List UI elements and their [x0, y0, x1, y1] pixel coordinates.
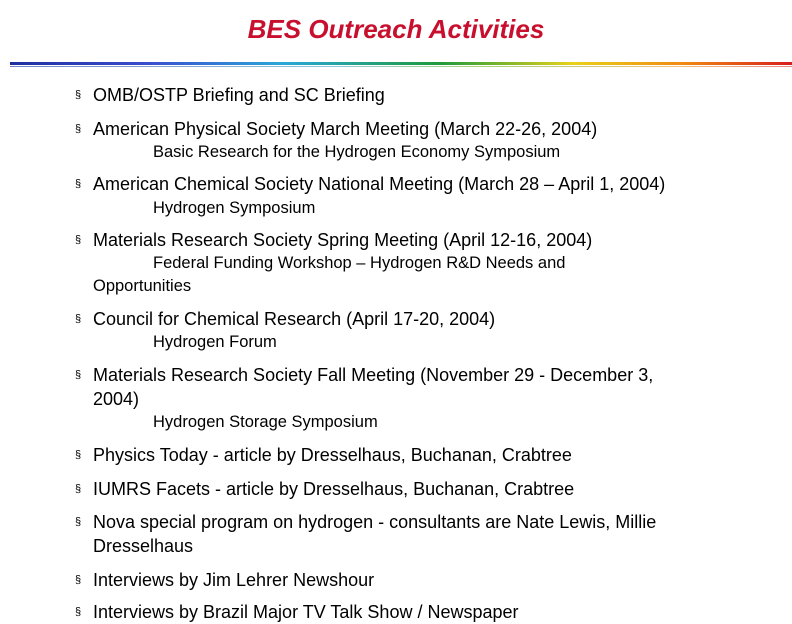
bullet-icon: §: [75, 449, 82, 461]
list-item: Physics Today - article by Dresselhaus, Buchanan, Crabtree: [93, 445, 572, 465]
bullet-icon: §: [75, 234, 82, 246]
bullet-icon: §: [75, 574, 82, 586]
bullet-icon: §: [75, 606, 82, 618]
list-item: IUMRS Facets - article by Dresselhaus, Buchanan, Crabtree: [93, 479, 575, 499]
bullet-icon: §: [75, 483, 82, 495]
list-item-detail: Hydrogen Forum: [153, 333, 277, 351]
list-item: Nova special program on hydrogen - consultants are Nate Lewis, Millie: [93, 512, 657, 532]
list-item-detail-continued: Opportunities: [93, 277, 192, 295]
list-item: American Physical Society March Meeting (March 22-26, 2004): [93, 119, 598, 139]
list-item: Materials Research Society Spring Meeting (April 12-16, 2004): [93, 230, 593, 250]
list-item-detail: Federal Funding Workshop – Hydrogen R&D Needs and: [153, 254, 566, 272]
bullet-icon: §: [75, 123, 82, 135]
list-item: American Chemical Society National Meeting (March 28 – April 1, 2004): [93, 174, 666, 194]
list-item-detail: Basic Research for the Hydrogen Economy Symposium: [153, 143, 561, 161]
list-item: Interviews by Brazil Major TV Talk Show / Newspaper: [93, 602, 519, 622]
page-title: BES Outreach Activities: [247, 14, 545, 44]
bullet-icon: §: [75, 516, 82, 528]
bullet-icon: §: [75, 89, 82, 101]
bullet-icon: §: [75, 369, 82, 381]
bullet-icon: §: [75, 178, 82, 190]
list-item: Interviews by Jim Lehrer Newshour: [93, 570, 375, 590]
list-item-continued: Dresselhaus: [93, 536, 194, 556]
list-item-continued: 2004): [93, 389, 140, 409]
list-item: Materials Research Society Fall Meeting (November 29 - December 3,: [93, 365, 654, 385]
list-item-detail: Hydrogen Storage Symposium: [153, 413, 378, 431]
list-item-detail: Hydrogen Symposium: [153, 199, 316, 217]
list-item: OMB/OSTP Briefing and SC Briefing: [93, 85, 385, 105]
bullet-icon: §: [75, 313, 82, 325]
list-item: Council for Chemical Research (April 17-20, 2004): [93, 309, 496, 329]
